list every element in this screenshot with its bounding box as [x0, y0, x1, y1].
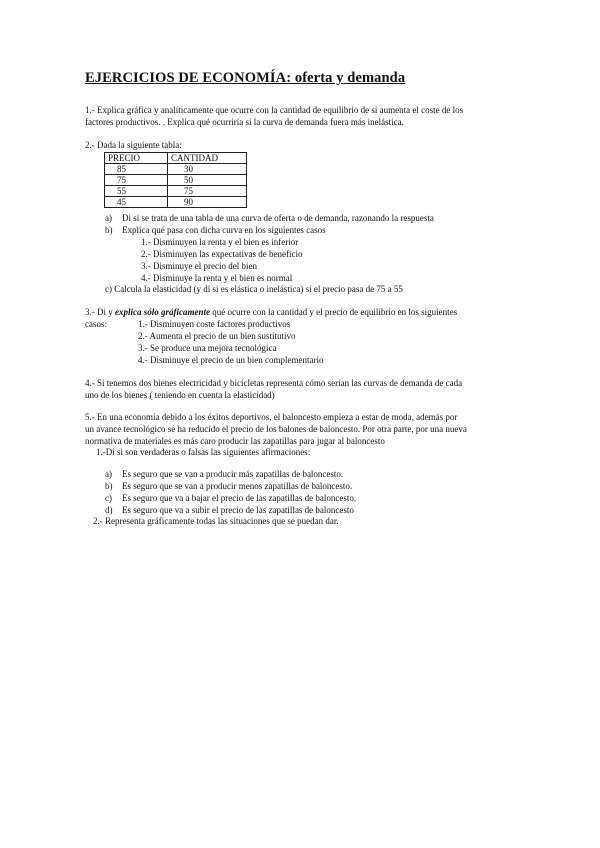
ex5-question-2: 2.- Representa gráficamente todas las situaciones que se puedan dar. — [93, 516, 339, 526]
ex5-statement-marker: a) — [105, 469, 112, 479]
ex2-case: 4.- Disminuye la renta y el bien es normal — [141, 273, 293, 283]
ex2-intro: 2.- Dada la siguiente tabla: — [85, 140, 182, 150]
page-title: EJERCICIOS DE ECONOMÍA: oferta y demanda — [85, 70, 406, 86]
ex5-statement-marker: d) — [105, 505, 113, 515]
ex5-line1: 5.- En una economía debido a los éxitos deportivos, el baloncesto empieza a estar de moda, además por — [85, 412, 458, 422]
ex3-case: 4.- Disminuye el precio de un bien complementario — [138, 355, 324, 365]
ex3-line1-pre: 3.- Di y — [85, 307, 115, 317]
ex2-case: 1.- Disminuyen la renta y el bien es inferior — [141, 237, 299, 247]
ex2-b-marker: b) — [105, 225, 113, 235]
ex5-statement: Es seguro que se van a producir más zapatillas de baloncesto. — [122, 469, 344, 479]
ex5-line2: un avance tecnológico se ha reducido el precio de los balones de baloncesto. Por otra parte, por una nueva — [85, 424, 467, 434]
table-row — [105, 164, 247, 175]
ex2-case: 3.- Disminuye el precio del bien — [141, 261, 257, 271]
ex5-question-1: 1.-Di si son verdaderas o falsas las siguientes afirmaciones: — [96, 447, 311, 457]
ex3-case: 3.- Se produce una mejora tecnológica — [138, 343, 277, 353]
table-row — [105, 197, 247, 208]
table-cell-price: 85 — [105, 164, 168, 175]
ex4-line2: uno de los bienes ( teniendo en cuenta la elasticidad) — [85, 390, 275, 400]
table-cell-price: 45 — [105, 197, 168, 208]
ex3-line1 — [85, 307, 457, 318]
table-cell-price: 75 — [105, 175, 168, 186]
table-cell-quantity: 30 — [168, 164, 247, 175]
table-cell-quantity: 90 — [168, 197, 247, 208]
table-header-price: PRECIO — [105, 153, 168, 164]
ex3-line1-post: qué ocurre con la cantidad y el precio de equilibrio en los siguientes — [209, 307, 458, 317]
ex3-case: 2.- Aumenta el precio de un bien sustitutivo — [138, 331, 296, 341]
price-quantity-table — [104, 152, 247, 208]
table-cell-price: 55 — [105, 186, 168, 197]
table-row — [105, 175, 247, 186]
table-header-row — [105, 153, 247, 164]
ex5-statement: Es seguro que va a subir el precio de las zapatillas de baloncesto — [122, 505, 354, 515]
ex5-statement-marker: b) — [105, 481, 113, 491]
ex5-line3: normativa de materiales es más caro producir las zapatillas para jugar al baloncesto — [85, 436, 385, 446]
ex1-line2: factores productivos. . Explica qué ocurriría si la curva de demanda fuera más inelástica. — [85, 117, 404, 127]
table-header-quantity: CANTIDAD — [168, 153, 247, 164]
ex5-statement: Es seguro que va a bajar el precio de las zapatillas de baloncesto. — [122, 493, 357, 503]
ex2-a-text: Di si se trata de una tabla de una curva de oferta o de demanda, razonando la respuesta — [122, 213, 434, 223]
table-cell-quantity: 75 — [168, 186, 247, 197]
ex5-statement-marker: c) — [105, 493, 112, 503]
ex2-c-text: c) Calcula la elasticidad (y di si es elástica o inelástica) si el precio pasa de 75 a 55 — [105, 284, 403, 294]
ex2-case: 2.- Disminuyen las expectativas de beneficio — [141, 249, 303, 259]
table-cell-quantity: 50 — [168, 175, 247, 186]
ex3-line1-bold: explica sólo gráficamente — [115, 307, 210, 317]
ex1-line1: 1.- Explica gráfica y analíticamente que ocurre con la cantidad de equilibrio de si aumenta el coste de los — [85, 105, 464, 115]
ex3-case: 1.- Disminuyen coste factores productivos — [138, 319, 291, 329]
ex4-line1: 4.- Si tenemos dos bienes electricidad y bicicletas representa cómo serían las curvas de demanda de cada — [85, 378, 463, 388]
ex2-a-marker: a) — [105, 213, 112, 223]
ex2-b-text: Explica qué pasa con dicha curva en los siguientes casos — [122, 225, 326, 235]
ex5-statement: Es seguro que se van a producir menos zapatillas de baloncesto. — [122, 481, 353, 491]
table-row — [105, 186, 247, 197]
ex3-cases-label: casos: — [85, 319, 107, 329]
